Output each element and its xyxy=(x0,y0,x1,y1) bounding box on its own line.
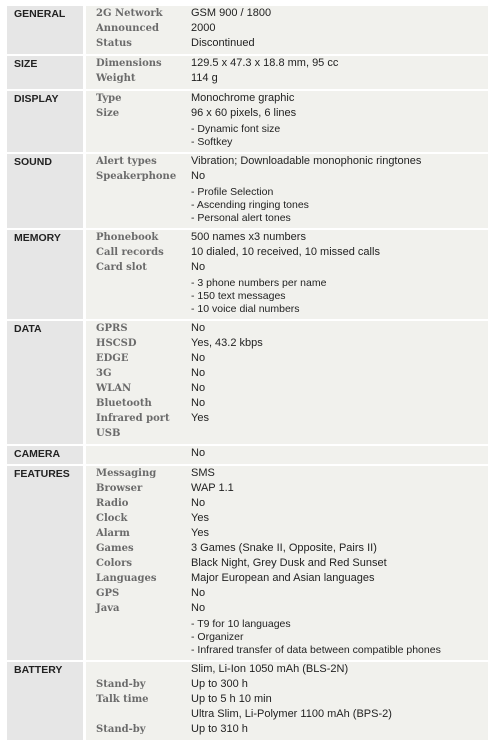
spec-row xyxy=(96,56,488,71)
spec-row xyxy=(96,6,488,21)
spec-row xyxy=(96,586,488,601)
spec-label: USB xyxy=(96,428,121,439)
spec-label: Languages xyxy=(96,573,157,584)
note-item: - Infrared transfer of data between compatible phones xyxy=(191,644,441,656)
category-label: DISPLAY xyxy=(7,91,83,152)
spec-row xyxy=(96,496,488,511)
spec-label: Stand-by xyxy=(96,679,146,690)
spec-row xyxy=(96,106,488,121)
spec-label: WLAN xyxy=(96,383,132,394)
spec-row xyxy=(96,692,488,707)
spec-row xyxy=(96,526,488,541)
section-content xyxy=(83,6,488,54)
category-label: CAMERA xyxy=(7,446,83,464)
spec-label: Browser xyxy=(96,483,143,494)
spec-label: Radio xyxy=(96,498,129,509)
spec-row xyxy=(96,466,488,481)
section-content xyxy=(83,466,488,660)
spec-row xyxy=(96,426,488,441)
note-item: - 3 phone numbers per name xyxy=(191,277,327,289)
spec-value: SMS xyxy=(191,467,215,479)
spec-value: Yes xyxy=(191,412,209,424)
note-item: - Personal alert tones xyxy=(191,212,291,224)
spec-label xyxy=(96,446,191,461)
spec-value: No xyxy=(191,382,206,394)
spec-row xyxy=(96,722,488,737)
spec-value: Slim, Li-Ion 1050 mAh (BLS-2N) xyxy=(191,663,349,675)
spec-label: GPS xyxy=(96,588,120,599)
spec-section-general xyxy=(7,6,488,56)
spec-value: No xyxy=(191,397,206,409)
spec-value: No xyxy=(191,602,206,614)
spec-label: Bluetooth xyxy=(96,398,152,409)
note-item: - Organizer xyxy=(191,631,244,643)
spec-row xyxy=(96,396,488,411)
spec-row xyxy=(96,154,488,169)
spec-label: Alarm xyxy=(96,528,130,539)
spec-table xyxy=(7,6,488,742)
spec-section-memory xyxy=(7,230,488,321)
spec-label: Call records xyxy=(96,247,164,258)
spec-label: Dimensions xyxy=(96,58,162,69)
spec-label: EDGE xyxy=(96,353,129,364)
spec-label: Speakerphone xyxy=(96,171,177,182)
spec-value: Vibration; Downloadable monophonic ringtones xyxy=(191,155,422,167)
spec-row xyxy=(96,230,488,245)
spec-row xyxy=(96,260,488,275)
spec-label: Stand-by xyxy=(96,724,146,735)
spec-value: Up to 300 h xyxy=(191,678,248,690)
spec-label: Card slot xyxy=(96,262,147,273)
spec-row xyxy=(96,169,488,184)
spec-value: Up to 5 h 10 min xyxy=(191,693,272,705)
spec-label: Announced xyxy=(96,23,159,34)
category-label: BATTERY xyxy=(7,662,83,740)
spec-label: Messaging xyxy=(96,468,157,479)
section-content xyxy=(83,154,488,228)
spec-label: HSCSD xyxy=(96,338,137,349)
note-item: - 10 voice dial numbers xyxy=(191,303,300,315)
section-content xyxy=(83,91,488,152)
spec-section-sound xyxy=(7,154,488,230)
spec-value: Ultra Slim, Li-Polymer 1100 mAh (BPS-2) xyxy=(191,708,392,720)
spec-row xyxy=(96,91,488,106)
notes-list xyxy=(191,121,488,152)
spec-section-data xyxy=(7,321,488,446)
spec-value: Yes xyxy=(191,527,209,539)
spec-value: No xyxy=(191,352,206,364)
spec-value: Up to 310 h xyxy=(191,723,248,735)
spec-label: 2G Network xyxy=(96,8,163,19)
section-content xyxy=(83,56,488,89)
spec-row xyxy=(96,662,488,677)
section-content xyxy=(83,446,488,464)
spec-label: Talk time xyxy=(96,694,149,705)
spec-section-camera xyxy=(7,446,488,466)
spec-row xyxy=(96,556,488,571)
spec-row xyxy=(96,245,488,260)
notes-list xyxy=(191,616,488,660)
spec-value: Yes, 43.2 kbps xyxy=(191,337,263,349)
spec-value: Discontinued xyxy=(191,37,255,49)
spec-label: Colors xyxy=(96,558,132,569)
spec-row xyxy=(96,36,488,51)
spec-label: Clock xyxy=(96,513,128,524)
note-item: - Softkey xyxy=(191,136,233,148)
spec-value: No xyxy=(191,367,206,379)
spec-value: 114 g xyxy=(191,72,218,84)
note-item: - Ascending ringing tones xyxy=(191,199,309,211)
spec-value: 3 Games (Snake II, Opposite, Pairs II) xyxy=(191,542,377,554)
spec-row xyxy=(96,321,488,336)
spec-value: Yes xyxy=(191,512,209,524)
spec-value: 96 x 60 pixels, 6 lines xyxy=(191,107,297,119)
category-label: DATA xyxy=(7,321,83,444)
note-item: - T9 for 10 languages xyxy=(191,618,291,630)
spec-row xyxy=(96,677,488,692)
spec-row xyxy=(96,71,488,86)
section-content xyxy=(83,662,488,740)
spec-value: GSM 900 / 1800 xyxy=(191,7,272,19)
spec-value: No xyxy=(191,497,206,509)
category-label: SOUND xyxy=(7,154,83,228)
spec-label xyxy=(96,662,191,677)
spec-section-battery xyxy=(7,662,488,742)
spec-section-size xyxy=(7,56,488,91)
spec-row xyxy=(96,541,488,556)
spec-label: Size xyxy=(96,108,120,119)
spec-section-display xyxy=(7,91,488,154)
spec-row xyxy=(96,411,488,426)
spec-value: 500 names x3 numbers xyxy=(191,231,306,243)
spec-value: 10 dialed, 10 received, 10 missed calls xyxy=(191,246,380,258)
spec-label xyxy=(96,707,191,722)
spec-row xyxy=(96,571,488,586)
section-content xyxy=(83,321,488,444)
note-item: - 150 text messages xyxy=(191,290,286,302)
spec-row xyxy=(96,601,488,616)
spec-label: Java xyxy=(96,603,120,614)
spec-label: Phonebook xyxy=(96,232,159,243)
spec-row xyxy=(96,446,488,461)
spec-row xyxy=(96,481,488,496)
spec-row xyxy=(96,511,488,526)
spec-value: Monochrome graphic xyxy=(191,92,295,104)
spec-label: GPRS xyxy=(96,323,128,334)
spec-label: Games xyxy=(96,543,134,554)
spec-value: WAP 1.1 xyxy=(191,482,234,494)
note-item: - Profile Selection xyxy=(191,186,274,198)
category-label: GENERAL xyxy=(7,6,83,54)
spec-row xyxy=(96,351,488,366)
spec-value: Black Night, Grey Dusk and Red Sunset xyxy=(191,557,387,569)
spec-value: No xyxy=(191,261,206,273)
category-label: MEMORY xyxy=(7,230,83,319)
category-label: FEATURES xyxy=(7,466,83,660)
category-label: SIZE xyxy=(7,56,83,89)
spec-row xyxy=(96,21,488,36)
spec-value: 129.5 x 47.3 x 18.8 mm, 95 cc xyxy=(191,57,339,69)
spec-label: 3G xyxy=(96,368,112,379)
section-content xyxy=(83,230,488,319)
spec-section-features xyxy=(7,466,488,662)
notes-list xyxy=(191,184,488,228)
spec-value: 2000 xyxy=(191,22,216,34)
notes-list xyxy=(191,275,488,319)
spec-value: Major European and Asian languages xyxy=(191,572,375,584)
spec-label: Status xyxy=(96,38,132,49)
spec-row xyxy=(96,366,488,381)
spec-row xyxy=(96,381,488,396)
spec-row xyxy=(96,707,488,722)
note-item: - Dynamic font size xyxy=(191,123,281,135)
spec-label: Weight xyxy=(96,73,136,84)
spec-value: No xyxy=(191,587,206,599)
spec-value: No xyxy=(191,170,206,182)
spec-label: Type xyxy=(96,93,122,104)
spec-label: Alert types xyxy=(96,156,157,167)
spec-value: No xyxy=(191,447,206,459)
spec-label: Infrared port xyxy=(96,413,170,424)
spec-value: No xyxy=(191,322,206,334)
spec-row xyxy=(96,336,488,351)
